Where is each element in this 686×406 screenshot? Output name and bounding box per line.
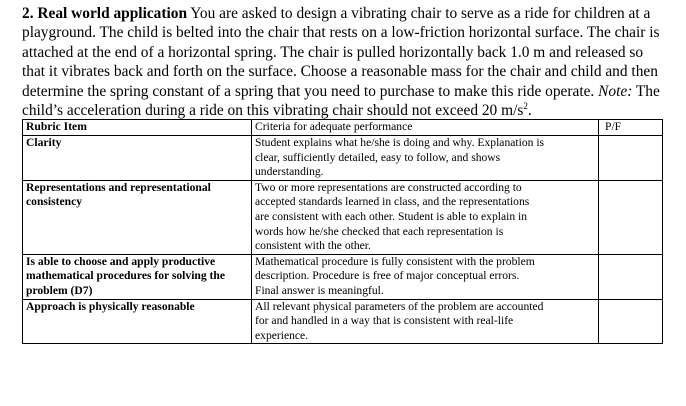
criteria-line: Final answer is meaningful. [255,283,384,297]
criteria-line: Two or more representations are constructed according to [255,180,522,194]
document-page [22,4,662,344]
criteria-line: understanding. [255,165,324,179]
problem-text-2: The child’s acceleration during a ride on this vibrating chair should not exceed 20 m/s [22,82,660,120]
header-criteria: Criteria for adequate performance [252,120,599,136]
criteria-line: All relevant physical parameters of the problem are accounted [255,299,544,313]
rubric-row [23,254,663,299]
criteria-line: for and handled in a way that is consistent with real-life [255,314,514,328]
criteria-line: Mathematical procedure is fully consistent with the problem [255,254,535,268]
rubric-item: Representations and representational consistency [23,180,252,254]
pf-cell [599,136,663,181]
rubric-item: Approach is physically reasonable [23,299,252,344]
problem-statement [22,4,662,120]
rubric-header-row [23,120,663,136]
pf-cell [599,180,663,254]
rubric-criteria [252,136,599,181]
criteria-line: experience. [255,328,309,342]
exponent: 2 [523,100,528,111]
rubric-criteria [252,254,599,299]
header-pf: P/F [599,120,663,136]
rubric-row [23,136,663,181]
criteria-line: words how he/she checked that each representation is [255,224,504,238]
rubric-row [23,299,663,344]
problem-text-end: . [527,102,532,120]
pf-cell [599,254,663,299]
pf-cell [599,299,663,344]
rubric-row [23,180,663,254]
problem-text-1: You are asked to design a vibrating chair to serve as a ride for children at a playground. The child is belted into the chair that rests on a low-friction horizontal surface. The chair is attached at the end of a horizontal spring. The chair is pulled horizontally back 1.0 m and released so that it vibrates back and forth on the surface. Choose a reasonable mass for the chair and child and then determine the spring constant of a spring that you need to purchase to make this ride operate. [22,5,660,100]
criteria-line: description. Procedure is free of major conceptual errors. [255,269,520,283]
rubric-item: Clarity [23,136,252,181]
header-rubric-item: Rubric Item [23,120,252,136]
criteria-line: consistent with the other. [255,239,371,253]
criteria-line: are consistent with each other. Student is able to explain in [255,210,528,223]
rubric-criteria [252,180,599,254]
rubric-item: Is able to choose and apply productive mathematical procedures for solving the problem (D7) [23,254,252,299]
criteria-line: clear, sufficiently detailed, easy to follow, and shows [255,150,501,164]
problem-heading: 2. Real world application [22,5,188,22]
criteria-line: accepted standards learned in class, and the representations [255,195,530,209]
rubric-criteria [252,299,599,344]
note-label: Note: [598,82,633,100]
rubric-table [22,119,663,344]
criteria-line: Student explains what he/she is doing and why. Explanation is [255,136,545,150]
